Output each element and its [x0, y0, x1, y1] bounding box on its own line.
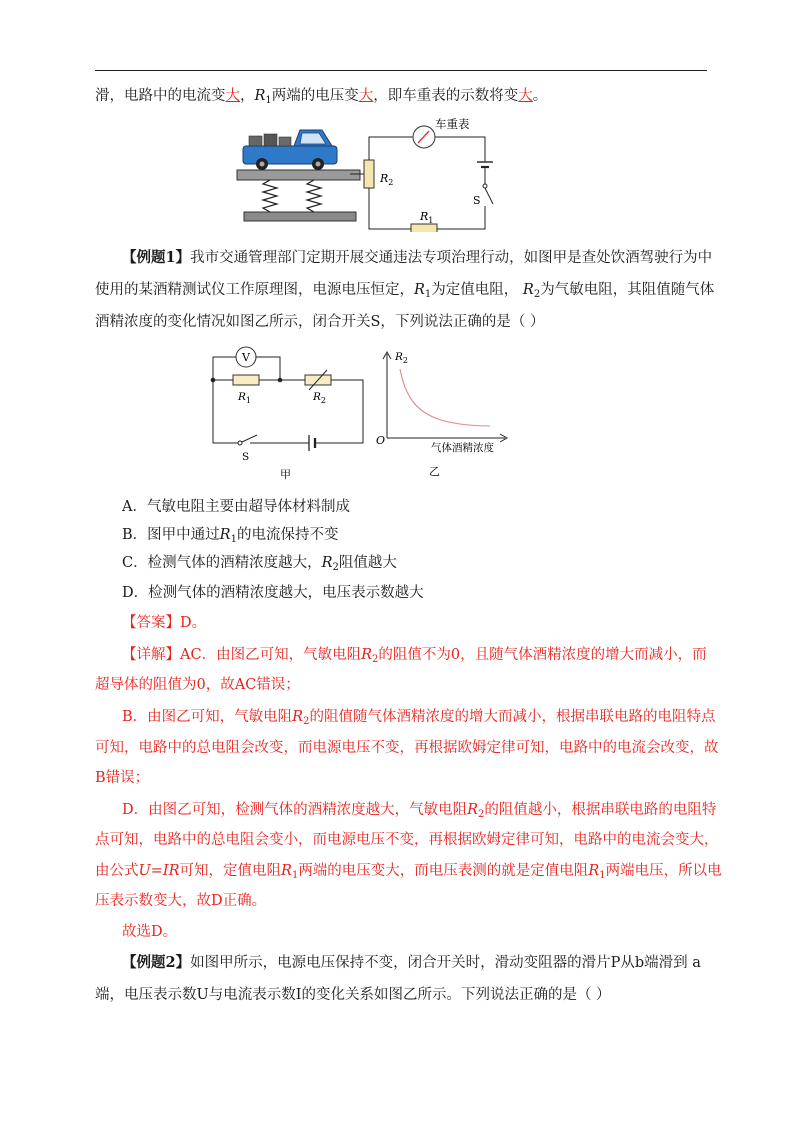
- header-rule: [95, 70, 707, 71]
- option-d: D．检测气体的酒精浓度越大，电压表示数越大: [122, 585, 424, 601]
- switch-label: S: [242, 451, 250, 463]
- wire: [213, 380, 238, 443]
- scale-platform: [237, 170, 360, 180]
- caption-yi: 乙: [429, 465, 440, 478]
- detail-b-line2: 可知，电路中的总电阻会改变，而电源电压不变，再根据欧姆定律可知，电路中的电流会改变，故: [95, 740, 719, 756]
- detail-ac-line2: 超导体的阻值为0，故AC错误；: [95, 677, 300, 693]
- wire: [435, 137, 485, 162]
- example1-line3: 酒精浓度的变化情况如图乙所示，闭合开关S，下列说法正确的是（ ）: [95, 314, 545, 330]
- example2-line2: 端，电压表示数U与电流表示数I的变化关系如图乙所示。下列说法正确的是（ ）: [95, 987, 611, 1003]
- r1-label: $R_1$: [238, 391, 251, 405]
- choose-line: 故选D。: [122, 924, 178, 940]
- detail-b-line1: B．由图乙可知，气敏电阻$R_2$的阻值随气体酒精浓度的增大而减小，根据串联电路的电阻特点: [122, 709, 716, 727]
- meter-label: 车重表: [435, 117, 470, 131]
- graph-origin: O: [376, 434, 386, 447]
- alcohol-tester-figure: [205, 340, 525, 480]
- caption-jia: 甲: [280, 468, 291, 480]
- option-c: C．检测气体的酒精浓度越大，$R_2$阻值越大: [122, 555, 397, 573]
- r1-label: $R_1$: [420, 210, 434, 225]
- detail-d-line2: 点可知，电路中的总电阻会变小，而电源电压不变，再根据欧姆定律可知，电路中的电流会变大，: [95, 832, 719, 848]
- scale-base: [244, 212, 356, 221]
- switch-contact: [483, 184, 487, 188]
- truck-scale-circuit-figure: [230, 112, 510, 232]
- top-text-line: 滑，电路中的电流变大，$R_1$两端的电压变大，即车重表的示数将变大。: [95, 88, 548, 106]
- detail-d-line1: D．由图乙可知，检测气体的酒精浓度越大，气敏电阻$R_2$的阻值越小，根据串联电路的电阻特: [122, 802, 717, 820]
- detail-ac-line1: 【详解】AC．由图乙可知，气敏电阻$R_2$的阻值不为0，且随气体酒精浓度的增大而减小，而: [122, 647, 707, 665]
- r2-label: $R_2$: [380, 172, 394, 187]
- wire: [256, 357, 280, 380]
- switch-contact: [238, 441, 242, 445]
- resistor-r1: [411, 224, 437, 232]
- wire: [369, 188, 411, 229]
- spring-left: [263, 180, 277, 212]
- example2-line1: 【例题2】如图甲所示，电源电压保持不变，闭合开关时，滑动变阻器的滑片P从b端滑到 a: [122, 954, 701, 971]
- wire: [437, 206, 485, 229]
- resistance-curve: [400, 369, 490, 426]
- junction-dot: [278, 378, 283, 383]
- example1-line1: 【例题1】我市交通管理部门定期开展交通违法专项治理行动，如图甲是查处饮酒驾驶行为中: [122, 249, 713, 266]
- rheostat-r2: [364, 160, 374, 188]
- switch-lever: [242, 435, 257, 442]
- switch-lever: [485, 188, 493, 204]
- resistor-r1: [233, 375, 259, 385]
- wire: [369, 137, 413, 160]
- voltmeter-label: V: [242, 351, 250, 364]
- graph-x-label: 气体酒精浓度: [431, 442, 494, 454]
- option-a: A．气敏电阻主要由超导体材料制成: [122, 499, 350, 515]
- option-b: B．图甲中通过$R_1$的电流保持不变: [122, 527, 339, 545]
- r2-label: $R_2$: [313, 391, 326, 405]
- example1-line2: 使用的某酒精测试仪工作原理图，电源电压恒定，$R_1$为定值电阻， $R_2$为气敏电阻，其阻值随气体: [95, 282, 715, 300]
- spring-right: [307, 180, 321, 212]
- detail-d-line4: 压表示数变大，故D正确。: [95, 893, 267, 909]
- graph-y-label: $R_2$: [395, 351, 408, 365]
- detail-d-line3: 由公式U=IR可知，定值电阻$R_1$两端的电压变大，而电压表测的就是定值电阻$R_1$两端电压，所以电: [95, 863, 722, 881]
- wire: [315, 380, 363, 443]
- truck-icon: [243, 130, 337, 170]
- switch-label: S: [473, 194, 481, 207]
- detail-b-line3: B错误；: [95, 770, 150, 786]
- answer-line: 【答案】D。: [122, 615, 207, 631]
